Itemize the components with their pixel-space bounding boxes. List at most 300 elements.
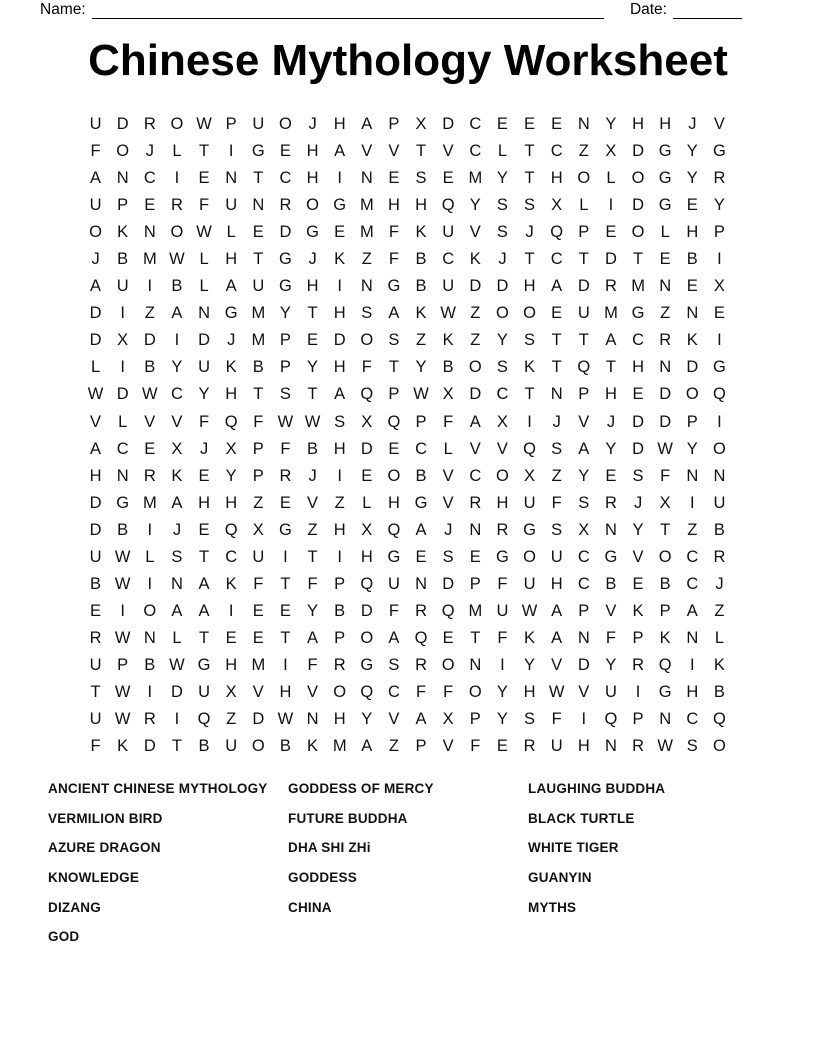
grid-letter: B <box>144 655 156 674</box>
grid-letter: H <box>333 439 346 458</box>
grid-letter: R <box>415 601 428 620</box>
grid-letter: J <box>525 223 534 242</box>
grid-letter: R <box>604 493 617 512</box>
grid-letter: M <box>142 493 157 512</box>
grid-letter: N <box>659 358 672 377</box>
grid-letter: N <box>604 737 617 756</box>
grid-letter: Y <box>578 466 590 485</box>
grid-letter: U <box>442 277 455 296</box>
grid-letter: T <box>199 142 210 161</box>
grid-letter: D <box>632 439 645 458</box>
grid-letter: A <box>361 737 373 756</box>
grid-letter: S <box>388 655 400 674</box>
word-list-column <box>288 780 528 958</box>
grid-letter: F <box>443 682 454 701</box>
grid-letter: Z <box>144 304 155 323</box>
grid-letter: U <box>496 601 509 620</box>
grid-letter: Z <box>361 250 372 269</box>
grid-letter: P <box>388 385 400 404</box>
grid-letter: N <box>686 628 699 647</box>
grid-letter: Q <box>577 358 591 377</box>
grid-letter: N <box>116 466 129 485</box>
grid-letter: W <box>196 115 212 133</box>
grid-letter: N <box>713 466 726 485</box>
grid-letter: K <box>117 737 129 756</box>
grid-letter: H <box>659 115 672 133</box>
grid-letter: H <box>523 277 536 296</box>
grid-letter: V <box>171 412 183 431</box>
word-list-item: AZURE DRAGON <box>48 840 161 856</box>
grid-letter: X <box>442 710 454 729</box>
grid-letter: H <box>387 493 400 512</box>
grid-letter: J <box>91 250 100 269</box>
grid-letter: H <box>632 115 645 133</box>
grid-letter: U <box>252 115 265 133</box>
grid-letter: D <box>659 385 672 404</box>
grid-letter: C <box>686 574 699 593</box>
grid-letter: V <box>578 412 590 431</box>
grid-letter: E <box>496 115 508 133</box>
grid-letter: J <box>308 466 317 485</box>
grid-letter: T <box>470 628 481 647</box>
grid-row <box>82 165 733 192</box>
grid-letter: K <box>415 223 427 242</box>
grid-letter: O <box>631 223 645 242</box>
grid-letter: J <box>606 412 616 431</box>
grid-letter: Q <box>604 710 618 729</box>
grid-letter: E <box>415 547 427 566</box>
grid-letter: H <box>577 737 590 756</box>
grid-letter: E <box>279 601 291 620</box>
grid-letter: N <box>306 710 319 729</box>
word-list-item: GODDESS <box>288 869 357 885</box>
header-row <box>40 1 742 19</box>
grid-letter: M <box>359 196 374 215</box>
grid-letter: Z <box>660 304 671 323</box>
grid-letter: F <box>416 682 427 701</box>
grid-letter: N <box>550 385 563 404</box>
grid-letter: G <box>387 277 401 296</box>
grid-row <box>82 327 733 354</box>
grid-letter: G <box>224 304 238 323</box>
grid-letter: X <box>225 439 237 458</box>
grid-letter: U <box>713 493 726 512</box>
grid-letter: C <box>686 547 699 566</box>
grid-letter: V <box>578 682 590 701</box>
grid-letter: A <box>90 277 102 296</box>
grid-letter: T <box>524 169 535 188</box>
grid-letter: P <box>252 439 264 458</box>
grid-letter: W <box>169 250 185 269</box>
grid-letter: I <box>174 331 180 350</box>
grid-letter: F <box>388 601 399 620</box>
grid-letter: T <box>307 304 318 323</box>
grid-letter: P <box>388 115 400 133</box>
grid-letter: W <box>87 385 104 404</box>
grid-letter: E <box>198 169 210 188</box>
grid-letter: C <box>550 142 563 161</box>
grid-letter: W <box>196 223 212 242</box>
grid-letter: Y <box>171 358 183 377</box>
grid-letter: X <box>605 142 617 161</box>
grid-letter: Q <box>360 682 374 701</box>
grid-letter: S <box>415 169 427 188</box>
grid-letter: G <box>116 493 130 512</box>
grid-letter: H <box>550 169 563 188</box>
grid-letter: R <box>713 547 726 566</box>
grid-letter: Y <box>605 115 617 133</box>
word-list-item: MYTHS <box>528 899 577 915</box>
grid-letter: I <box>690 493 695 512</box>
grid-letter: N <box>469 520 482 539</box>
grid-letter: D <box>360 439 373 458</box>
grid-letter: D <box>604 250 617 269</box>
grid-letter: F <box>253 574 264 593</box>
grid-letter: V <box>442 466 454 485</box>
grid-letter: F <box>90 737 101 756</box>
grid-letter: R <box>333 655 346 674</box>
grid-letter: M <box>604 304 618 323</box>
grid-letter: E <box>442 169 454 188</box>
grid-letter: H <box>333 358 346 377</box>
grid-letter: V <box>442 493 454 512</box>
grid-letter: R <box>659 331 672 350</box>
grid-letter: B <box>307 439 319 458</box>
grid-letter: P <box>632 628 644 647</box>
word-list-item: VERMILION BIRD <box>48 810 163 826</box>
grid-letter: S <box>496 223 508 242</box>
grid-letter: Y <box>307 601 319 620</box>
grid-letter: E <box>334 223 346 242</box>
grid-letter: Y <box>496 710 508 729</box>
grid-letter: S <box>361 304 373 323</box>
grid-letter: S <box>496 358 508 377</box>
grid-letter: G <box>658 169 672 188</box>
grid-letter: T <box>660 520 671 539</box>
grid-letter: L <box>90 358 101 377</box>
grid-letter: B <box>415 466 427 485</box>
grid-letter: D <box>469 385 482 404</box>
grid-letter: E <box>551 304 563 323</box>
grid-letter: T <box>524 250 535 269</box>
grid-letter: P <box>469 574 481 593</box>
grid-letter: A <box>551 277 563 296</box>
grid-letter: G <box>496 547 509 566</box>
grid-letter: D <box>89 520 102 539</box>
grid-letter: C <box>415 439 428 458</box>
grid-letter: B <box>117 250 129 269</box>
grid-letter: N <box>198 304 211 323</box>
grid-letter: Q <box>550 223 564 242</box>
grid-letter: Q <box>224 520 238 539</box>
grid-letter: X <box>551 196 563 215</box>
grid-letter: Y <box>496 682 508 701</box>
grid-letter: H <box>225 493 238 512</box>
grid-letter: I <box>147 574 153 593</box>
grid-letter: K <box>686 331 698 350</box>
grid-row <box>82 111 733 138</box>
grid-letter: G <box>658 142 672 161</box>
word-list-item: CHINA <box>288 899 332 915</box>
grid-letter: R <box>89 628 102 647</box>
grid-letter: W <box>413 385 429 404</box>
grid-letter: F <box>470 737 481 756</box>
grid-letter: I <box>337 277 342 296</box>
grid-letter: O <box>713 439 726 458</box>
grid-letter: A <box>686 601 698 620</box>
grid-letter: P <box>713 223 725 242</box>
grid-letter: O <box>387 466 401 485</box>
grid-letter: G <box>713 358 726 377</box>
grid-letter: V <box>307 493 319 512</box>
grid-letter: L <box>660 223 670 242</box>
grid-letter: I <box>608 196 614 215</box>
grid-letter: H <box>333 520 346 539</box>
grid-letter: N <box>170 574 183 593</box>
grid-letter: N <box>469 655 482 674</box>
grid-letter: I <box>717 412 722 431</box>
grid-letter: D <box>116 115 129 133</box>
grid-letter: O <box>631 169 645 188</box>
grid-letter: P <box>686 412 698 431</box>
grid-letter: S <box>279 385 291 404</box>
grid-letter: F <box>551 710 562 729</box>
grid-letter: D <box>442 574 455 593</box>
grid-letter: N <box>604 520 617 539</box>
grid-letter: E <box>551 115 563 133</box>
grid-letter: K <box>469 250 481 269</box>
grid-letter: K <box>171 466 183 485</box>
grid-letter: S <box>632 466 644 485</box>
grid-letter: A <box>578 439 590 458</box>
grid-letter: E <box>144 439 156 458</box>
grid-letter: B <box>442 358 454 377</box>
grid-letter: S <box>388 331 400 350</box>
grid-letter: Y <box>632 520 644 539</box>
grid-letter: K <box>117 223 129 242</box>
grid-letter: Q <box>441 196 455 215</box>
grid-letter: D <box>116 385 129 404</box>
grid-letter: O <box>116 142 130 161</box>
grid-letter: X <box>361 412 373 431</box>
grid-letter: G <box>279 520 292 539</box>
grid-letter: F <box>199 412 210 431</box>
grid-letter: Q <box>197 710 211 729</box>
grid-letter: J <box>633 493 643 512</box>
grid-letter: D <box>632 142 645 161</box>
grid-letter: U <box>116 277 129 296</box>
grid-letter: A <box>90 169 102 188</box>
grid-letter: M <box>332 737 347 756</box>
grid-letter: V <box>361 142 373 161</box>
grid-letter: E <box>144 196 156 215</box>
grid-letter: W <box>114 682 131 701</box>
grid-letter: K <box>415 304 427 323</box>
grid-letter: E <box>252 601 264 620</box>
grid-letter: E <box>659 250 671 269</box>
grid-letter: E <box>307 331 319 350</box>
grid-letter: N <box>415 574 428 593</box>
grid-row <box>82 598 733 625</box>
grid-letter: T <box>253 169 264 188</box>
grid-letter: X <box>578 520 590 539</box>
grid-letter: N <box>686 466 699 485</box>
grid-letter: C <box>469 142 482 161</box>
grid-letter: A <box>171 493 183 512</box>
grid-letter: R <box>279 466 292 485</box>
grid-letter: H <box>415 196 428 215</box>
grid-letter: H <box>333 115 346 133</box>
grid-letter: D <box>632 196 645 215</box>
grid-letter: G <box>414 493 428 512</box>
grid-letter: E <box>279 493 291 512</box>
grid-letter: R <box>604 277 617 296</box>
grid-letter: V <box>713 115 725 133</box>
grid-letter: I <box>527 412 532 431</box>
grid-letter: K <box>524 628 536 647</box>
grid-letter: A <box>334 385 346 404</box>
grid-letter: B <box>605 574 617 593</box>
grid-row <box>82 192 733 219</box>
grid-row <box>82 246 733 273</box>
grid-letter: H <box>306 142 319 161</box>
word-list-item: BLACK TURTLE <box>528 810 635 826</box>
grid-letter: S <box>551 520 563 539</box>
grid-letter: O <box>306 196 319 215</box>
grid-letter: Q <box>713 385 726 404</box>
grid-letter: Y <box>524 655 536 674</box>
word-list-item: GUANYIN <box>528 869 592 885</box>
grid-letter: J <box>552 412 561 431</box>
grid-row <box>82 436 733 463</box>
grid-letter: L <box>145 547 155 566</box>
grid-letter: R <box>713 169 726 188</box>
grid-row <box>82 273 733 300</box>
grid-letter: G <box>251 142 265 161</box>
grid-letter: V <box>496 439 508 458</box>
grid-letter: T <box>280 574 291 593</box>
grid-letter: M <box>468 601 483 620</box>
grid-letter: C <box>116 439 129 458</box>
grid-letter: C <box>686 710 699 729</box>
grid-letter: W <box>142 385 158 404</box>
grid-letter: E <box>388 169 400 188</box>
grid-letter: P <box>117 655 129 674</box>
grid-letter: C <box>225 547 238 566</box>
grid-letter: G <box>197 655 211 674</box>
grid-letter: L <box>606 169 616 188</box>
grid-letter: E <box>524 115 536 133</box>
grid-letter: E <box>632 574 644 593</box>
grid-row <box>82 490 733 517</box>
grid-letter: D <box>469 277 482 296</box>
grid-letter: I <box>337 547 342 566</box>
grid-letter: T <box>388 358 399 377</box>
grid-letter: D <box>632 412 645 431</box>
grid-letter: F <box>253 412 264 431</box>
grid-letter: T <box>307 547 318 566</box>
grid-letter: H <box>198 493 211 512</box>
grid-letter: W <box>657 439 673 458</box>
grid-letter: R <box>415 655 428 674</box>
grid-letter: Z <box>253 493 264 512</box>
grid-letter: I <box>717 250 722 269</box>
grid-letter: E <box>252 223 264 242</box>
grid-letter: W <box>548 682 565 701</box>
grid-letter: P <box>334 574 346 593</box>
grid-letter: J <box>172 520 182 539</box>
grid-letter: H <box>225 385 238 404</box>
grid-letter: S <box>524 331 536 350</box>
word-list-item: FUTURE BUDDHA <box>288 810 408 826</box>
word-list-item: GODDESS OF MERCY <box>288 781 434 796</box>
grid-letter: S <box>442 547 454 566</box>
grid-letter: R <box>523 737 536 756</box>
grid-letter: F <box>551 493 562 512</box>
grid-letter: M <box>359 223 374 242</box>
grid-letter: P <box>117 196 129 215</box>
grid-letter: O <box>713 737 726 756</box>
grid-letter: L <box>497 142 508 161</box>
grid-letter: F <box>443 412 454 431</box>
grid-letter: P <box>659 601 671 620</box>
grid-letter: B <box>686 250 698 269</box>
grid-row <box>82 300 733 327</box>
grid-letter: W <box>169 655 185 674</box>
grid-letter: R <box>469 493 482 512</box>
grid-letter: S <box>171 547 183 566</box>
grid-letter: W <box>114 628 131 647</box>
grid-letter: Y <box>279 304 291 323</box>
grid-letter: E <box>361 466 373 485</box>
grid-letter: D <box>252 710 265 729</box>
grid-letter: F <box>660 466 671 485</box>
grid-letter: Q <box>713 710 726 729</box>
grid-letter: H <box>333 304 346 323</box>
grid-letter: T <box>524 385 535 404</box>
grid-letter: B <box>415 250 427 269</box>
grid-letter: U <box>387 574 400 593</box>
grid-letter: L <box>714 628 725 647</box>
grid-letter: Y <box>361 710 373 729</box>
grid-letter: Q <box>360 385 374 404</box>
grid-letter: Y <box>469 196 481 215</box>
word-list-column <box>48 780 288 958</box>
grid-letter: D <box>279 223 292 242</box>
grid-letter: N <box>659 710 672 729</box>
grid-letter: U <box>523 574 536 593</box>
grid-letter: A <box>551 628 563 647</box>
date-label: Date: <box>629 1 667 18</box>
grid-letter: W <box>114 574 131 593</box>
grid-row <box>82 219 733 246</box>
grid-letter: X <box>117 331 129 350</box>
grid-letter: C <box>170 385 183 404</box>
grid-letter: O <box>89 223 102 242</box>
grid-letter: Q <box>387 412 401 431</box>
grid-letter: B <box>415 277 427 296</box>
grid-letter: U <box>198 358 211 377</box>
grid-letter: R <box>143 115 156 133</box>
date-blank-line <box>673 3 742 19</box>
grid-letter: T <box>253 385 264 404</box>
word-list-column <box>528 780 768 958</box>
grid-letter: T <box>551 331 562 350</box>
grid-letter: V <box>388 142 400 161</box>
grid-letter: Y <box>225 466 237 485</box>
grid-letter: Y <box>307 358 319 377</box>
grid-letter: Q <box>523 439 536 458</box>
